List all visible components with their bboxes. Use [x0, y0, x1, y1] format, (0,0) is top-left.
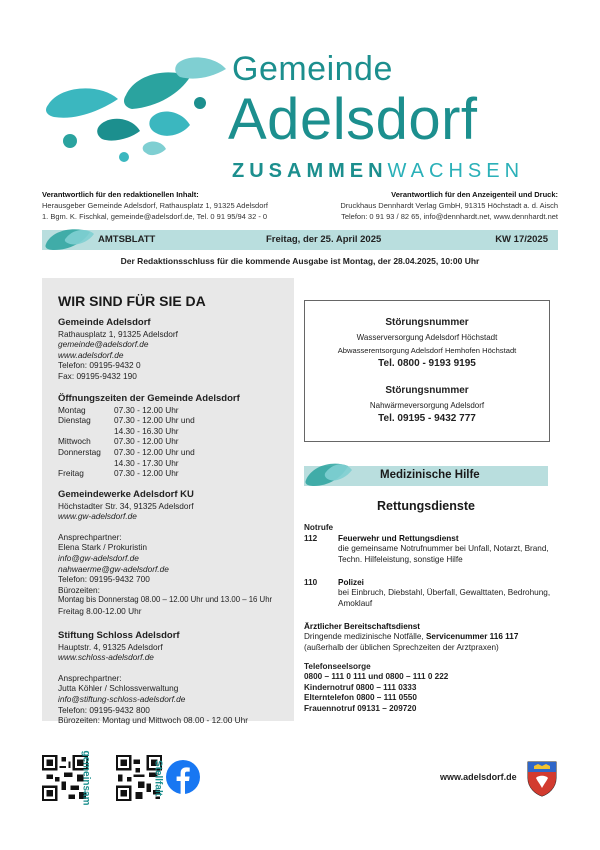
gemeindewerke-buero-1: Montag bis Donnerstag 08.00 – 12.00 Uhr und 13.00 – 16 Uhr: [58, 595, 273, 605]
hours-time: 07.30 - 12.00 Uhr: [114, 404, 179, 415]
schloss-address: Hauptstr. 4, 91325 Adelsdorf: [58, 641, 163, 652]
table-row: [58, 468, 195, 479]
gemeinde-heading: Gemeinde Adelsdorf: [58, 317, 151, 328]
gemeinde-fax: Fax: 09195-9432 190: [58, 370, 137, 381]
hours-day: Dienstag: [58, 415, 91, 426]
gemeindewerke-heading: Gemeindewerke Adelsdorf KU: [58, 489, 194, 500]
imprint-ads-heading: Verantwortlich für den Anzeigenteil und Druck:: [391, 190, 558, 199]
opening-hours: [58, 394, 288, 479]
hours-time: 07.30 - 12.00 Uhr: [114, 436, 179, 447]
schloss-email-link[interactable]: info@stiftung-schloss-adelsdorf.de: [58, 693, 186, 704]
schloss-contact: [58, 631, 288, 726]
gemeinde-phone: Telefon: 09195-9432 0: [58, 360, 141, 371]
table-row: [58, 426, 195, 437]
table-row: [58, 405, 195, 416]
opening-hours-table: [58, 405, 195, 479]
medical-drop-icon: [304, 458, 354, 490]
hours-day: [58, 458, 114, 469]
schloss-buero: Bürozeiten: Montag und Mittwoch 08.00 - 12.00 Uhr: [58, 715, 249, 726]
facebook-icon[interactable]: [166, 760, 200, 794]
gemeindewerke-phone: Telefon: 09195-9432 700: [58, 574, 150, 585]
arzt-line-1a: Dringende medizinische Notfälle,: [304, 632, 426, 642]
hours-time: 14.30 - 17.30 Uhr: [114, 457, 179, 468]
coat-of-arms-icon: [526, 758, 558, 798]
schloss-partner-label: Ansprechpartner:: [58, 672, 122, 683]
seelsorge-line: 0800 – 111 0 111 und 0800 – 111 0 222: [304, 672, 449, 682]
gemeinsam-wordmark: gemeinsam: [80, 750, 92, 806]
arzt-title: Ärztlicher Bereitschaftsdienst: [304, 622, 421, 631]
hours-day: Montag: [58, 404, 86, 415]
stoerung-box: [304, 300, 550, 442]
emergency-110-text: [338, 578, 553, 609]
stoerung-phone-1: Tel. 0800 - 9193 9195: [378, 358, 476, 369]
hours-day: [58, 426, 114, 437]
schloss-phone: Telefon: 09195-9432 800: [58, 704, 150, 715]
gemeinde-email-link[interactable]: gemeinde@adelsdorf.de: [58, 339, 149, 350]
emergency-110-title: Polizei: [338, 578, 364, 587]
brand-slogan: [232, 160, 524, 183]
imprint-ads-line2: Telefon: 0 91 93 / 82 65, info@dennhardt.net, www.dennhardt.net: [341, 212, 558, 221]
hours-time: 07.30 - 12.00 Uhr und: [114, 446, 195, 457]
table-row: [58, 436, 195, 447]
gemeinde-web-link[interactable]: www.adelsdorf.de: [58, 349, 124, 360]
gemeindewerke-partner-label: Ansprechpartner:: [58, 531, 122, 542]
imprint-ads-line1: Druckhaus Dennhardt Verlag GmbH, 91315 Höchstadt a. d. Aisch: [340, 201, 558, 210]
brand-gemeinde: Gemeinde: [232, 50, 393, 88]
gemeindewerke-buero-label: Bürozeiten:: [58, 584, 100, 595]
gemeindewerke-contact: [58, 490, 288, 617]
hours-time: 07.30 - 12.00 Uhr und: [114, 415, 195, 426]
gemeinde-logo-drops-icon: [40, 55, 230, 165]
table-row: [58, 458, 195, 469]
gemeindewerke-buero-2: Freitag 8.00-12.00 Uhr: [58, 605, 142, 616]
issue-week: KW 17/2025: [495, 234, 548, 245]
gemeindewerke-address: Höchstadter Str. 34, 91325 Adelsdorf: [58, 500, 194, 511]
gemeindewerke-partner: Elena Stark / Prokuristin: [58, 542, 147, 553]
gemeinde-address: Rathausplatz 1, 91325 Adelsdorf: [58, 328, 178, 339]
notrufe-heading: Notrufe: [304, 523, 334, 532]
emergency-112-desc: die gemeinsame Notrufnummer bei Unfall, Notarzt, Brand, Techn. Hilfeleistung, sonstige Hilfe: [338, 544, 549, 564]
emergency-112-title: Feuerwehr und Rettungsdienst: [338, 534, 459, 543]
stellfalt-wordmark: Stellfalt: [152, 759, 164, 797]
opening-hours-heading: Öffnungszeiten der Gemeinde Adelsdorf: [58, 393, 240, 404]
stoerung-title-1: Störungsnummer: [385, 317, 469, 328]
hours-day: Freitag: [58, 468, 84, 479]
issue-date: Freitag, der 25. April 2025: [266, 234, 382, 245]
schloss-heading: Stiftung Schloss Adelsdorf: [58, 630, 180, 641]
slogan-part-b: WACHSEN: [387, 160, 525, 182]
hours-day: Donnerstag: [58, 446, 101, 457]
imprint-editorial-heading: Verantwortlich für den redaktionellen Inhalt:: [42, 190, 199, 199]
brand-adelsdorf: Adelsdorf: [228, 87, 478, 152]
emergency-112-number: 112: [304, 534, 318, 543]
hours-time: 14.30 - 16.30 Uhr: [114, 425, 179, 436]
elterntelefon: Elterntelefon 0800 – 111 0550: [304, 693, 417, 703]
hours-time: 07.30 - 12.00 Uhr: [114, 468, 179, 479]
imprint-editorial-line1: Herausgeber Gemeinde Adelsdorf, Rathausplatz 1, 91325 Adelsdorf: [42, 201, 268, 210]
frauennotruf: Frauennotruf 09131 – 209720: [304, 703, 417, 713]
medical-banner-label: Medizinische Hilfe: [380, 469, 480, 481]
stoerung-title-2: Störungsnummer: [385, 385, 469, 396]
table-row: [58, 447, 195, 458]
emergency-110: [304, 578, 554, 618]
stoerung-phone-2: Tel. 09195 - 9432 777: [378, 413, 476, 424]
schloss-partner: Jutta Köhler / Schlossverwaltung: [58, 683, 179, 694]
stoerung-water: Wasserversorgung Adelsdorf Höchstadt: [356, 333, 498, 342]
amtsblatt-label: AMTSBLATT: [98, 234, 156, 245]
schloss-web-link[interactable]: www.schloss-adelsdorf.de: [58, 652, 154, 663]
gemeinde-contact: [58, 318, 288, 382]
emergency-112: [304, 534, 554, 574]
slogan-part-a: ZUSAMMEN: [232, 160, 388, 182]
emergency-112-text: [338, 534, 553, 565]
gemeindewerke-nahwaerme-email-link[interactable]: nahwaerme@gw-adelsdorf.de: [58, 563, 169, 574]
gemeindewerke-web-link[interactable]: www.gw-adelsdorf.de: [58, 511, 137, 522]
imprint-editorial: [42, 189, 312, 222]
contact-panel-title: WIR SIND FÜR SIE DA: [58, 293, 206, 309]
imprint-ads: [288, 189, 558, 222]
arzt-line-1b: Servicenummer 116 117: [425, 632, 519, 642]
emergency-110-desc: bei Einbruch, Diebstahl, Überfall, Gewalttaten, Bedrohung, Amoklauf: [338, 588, 551, 608]
stoerung-heating: Nahwärmeversorgung Adelsdorf: [369, 401, 485, 410]
emergency-110-number: 110: [304, 578, 318, 587]
aerztlicher-bereitschaftsdienst: [304, 622, 554, 653]
hours-day: Mittwoch: [58, 436, 91, 447]
redaktionsschluss-notice: Der Redaktionsschluss für die kommende Ausgabe ist Montag, der 28.04.2025, 10:00 Uhr: [120, 256, 480, 266]
imprint-editorial-line2: 1. Bgm. K. Fischkal, gemeinde@adelsdorf.de, Tel. 0 91 95/94 32 - 0: [42, 212, 268, 221]
arzt-line-2: (außerhalb der üblichen Sprechzeiten der Arztpraxen): [304, 642, 499, 652]
seelsorge-title: Telefonseelsorge: [304, 662, 371, 671]
telefonseelsorge: [304, 662, 554, 714]
bar-drop-icon: [44, 224, 96, 254]
amtsblatt-bar: [42, 230, 558, 250]
rettungsdienste-title: Rettungsdienste: [377, 499, 475, 513]
gemeindewerke-email-link[interactable]: info@gw-adelsdorf.de: [58, 552, 139, 563]
stoerung-sewage: Abwasserentsorgung Adelsdorf Hemhofen Höchstadt: [337, 346, 517, 355]
kindernotruf: Kindernotruf 0800 – 111 0333: [304, 682, 417, 692]
table-row: [58, 415, 195, 426]
website-link[interactable]: www.adelsdorf.de: [440, 772, 517, 782]
